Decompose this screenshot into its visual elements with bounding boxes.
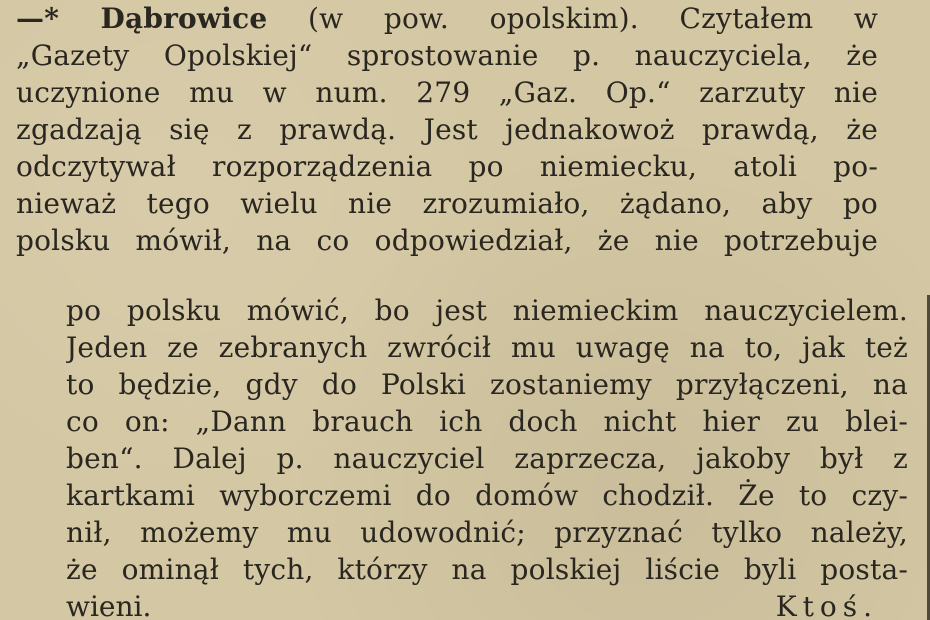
article-line: polsku mówił, na co odpowiedział, że nie potrzebuje: [16, 224, 878, 257]
article-line: „Gazety Opolskiej“ sprostowanie p. nauczyciela, że: [16, 39, 878, 72]
author-signature: Ktoś.: [775, 590, 878, 620]
article-line: po polsku mówić, bo jest niemieckim nauczycielem.: [66, 294, 908, 327]
article-line: że ominął tych, którzy na polskiej liście byli posta-: [66, 553, 908, 586]
article-top-column: [16, 0, 878, 259]
article-line: ben“. Dalej p. nauczyciel zaprzecza, jakoby był z: [66, 442, 908, 475]
article-line: [16, 0, 878, 37]
article-line: nieważ tego wielu nie zrozumiało, żądano, aby po: [16, 187, 878, 220]
article-line: zgadzają się z prawdą. Jest jednakowoż prawdą, że: [16, 113, 878, 146]
article-line: to będzie, gdy do Polski zostaniemy przyłączeni, na: [66, 368, 908, 401]
article-bottom-column: [66, 292, 908, 620]
article-line: nił, możemy mu udowodnić; przyznać tylko należy,: [66, 516, 908, 549]
article-heading: —* Dąbrowice: [16, 2, 268, 35]
article-final-text: wieni.: [66, 590, 152, 620]
article-line: co on: „Dann brauch ich doch nicht hier zu blei-: [66, 405, 908, 438]
article-line: uczynione mu w num. 279 „Gaz. Op.“ zarzuty nie: [16, 76, 878, 109]
article-line: kartkami wyborczemi do domów chodził. Że to czy-: [66, 479, 908, 512]
article-line: Jeden ze zebranych zwrócił mu uwagę na to, jak też: [66, 331, 908, 364]
article-text: (w pow. opolskim). Czytałem w: [267, 2, 878, 35]
article-line: odczytywał rozporządzenia po niemiecku, atoli po-: [16, 150, 878, 183]
article-closing-line: [66, 588, 908, 620]
